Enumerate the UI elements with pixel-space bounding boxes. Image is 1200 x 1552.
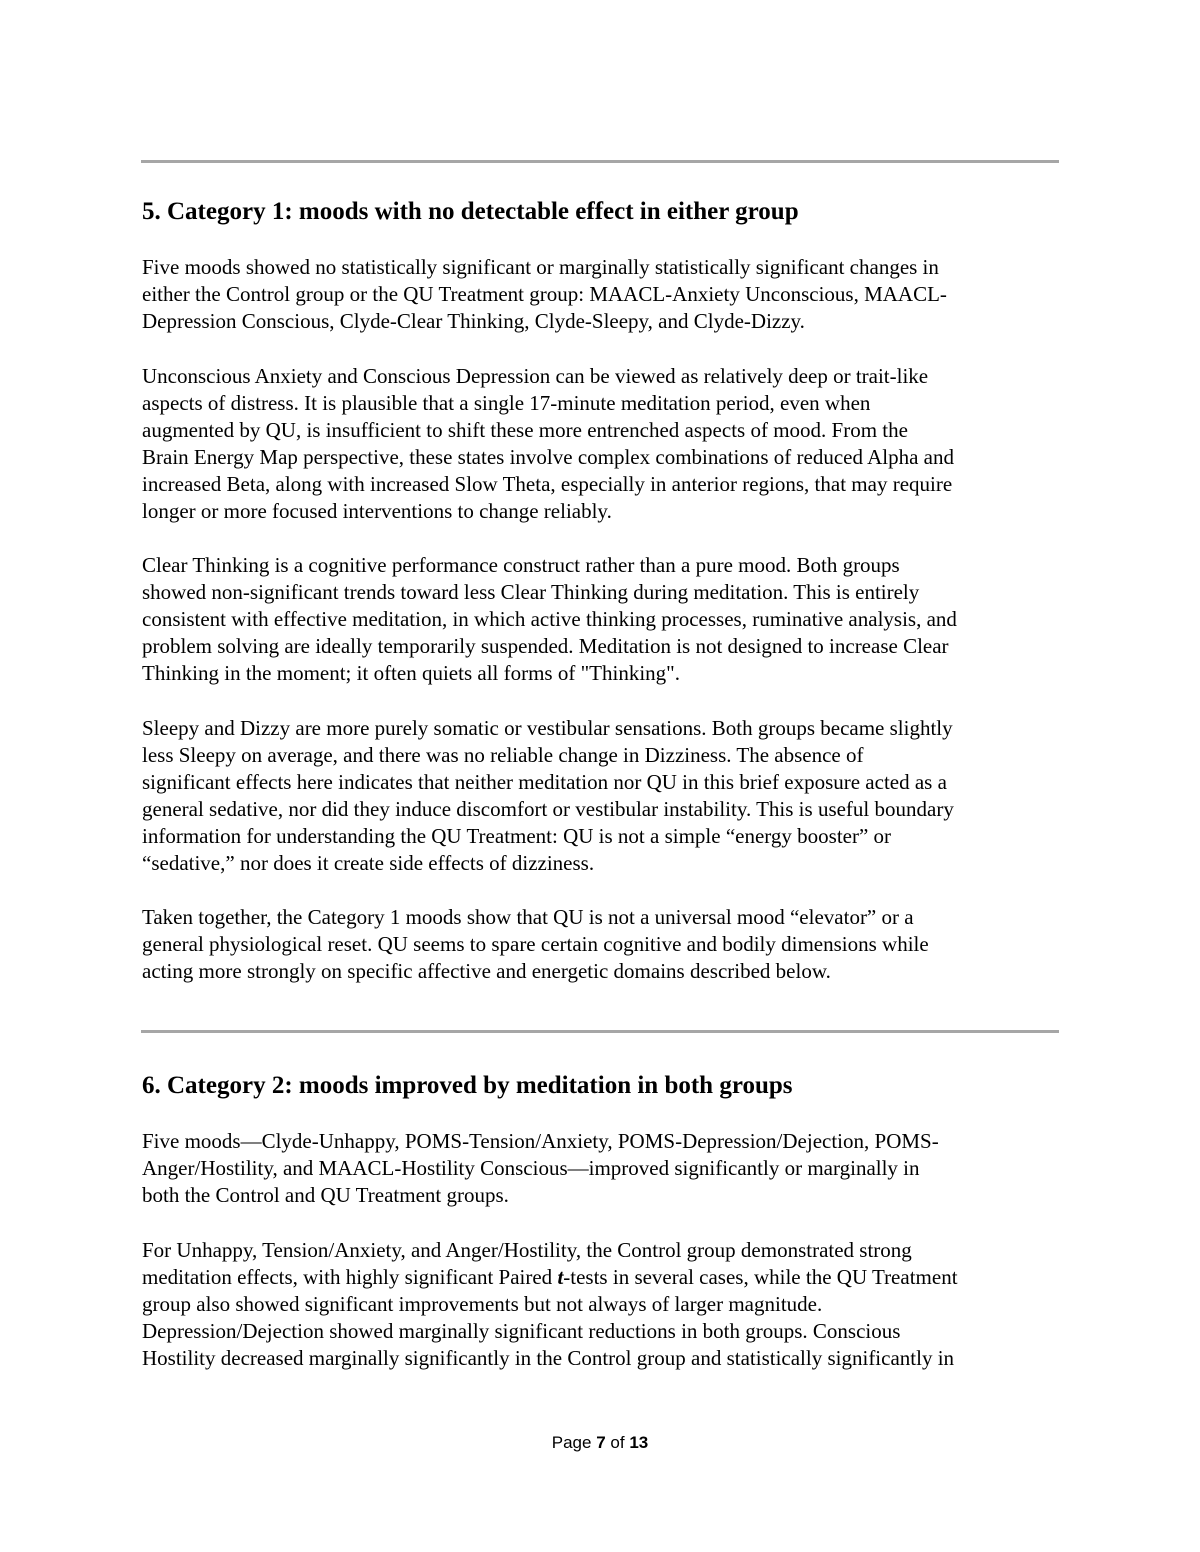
text-line: Taken together, the Category 1 moods show that QU is not a universal mood “elevator” or a xyxy=(142,905,914,929)
text-line: problem solving are ideally temporarily suspended. Meditation is not designed to increase Clear xyxy=(142,634,949,658)
of-label: of xyxy=(610,1433,625,1452)
italic-t: t xyxy=(557,1265,564,1289)
text-line: both the Control and QU Treatment groups. xyxy=(142,1183,509,1207)
text-line: acting more strongly on specific affective and energetic domains described below. xyxy=(142,959,831,983)
text-line: general sedative, nor did they induce discomfort or vestibular instability. This is useful boundary xyxy=(142,797,954,821)
text-line: Five moods—Clyde-Unhappy, POMS-Tension/Anxiety, POMS-Depression/Dejection, POMS- xyxy=(142,1129,939,1153)
page-label: Page xyxy=(551,1433,592,1452)
text-line: Hostility decreased marginally significantly in the Control group and statistically significantly in xyxy=(142,1346,955,1370)
text-line: consistent with effective meditation, in which active thinking processes, ruminative analysis, and xyxy=(142,607,957,631)
paragraph xyxy=(142,1237,958,1372)
paragraph xyxy=(142,1128,939,1209)
total-pages: 13 xyxy=(629,1433,649,1452)
section-5-heading: 5. Category 1: moods with no detectable effect in either group xyxy=(142,198,799,225)
text-line: augmented by QU, is insufficient to shift these more entrenched aspects of mood. From the xyxy=(142,418,908,442)
text-line: increased Beta, along with increased Slow Theta, especially in anterior regions, that may require xyxy=(142,472,953,496)
paragraph xyxy=(142,254,947,335)
text-segment: meditation effects, with highly significant Paired xyxy=(142,1265,558,1289)
text-line: Brain Energy Map perspective, these states involve complex combinations of reduced Alpha and xyxy=(142,445,954,469)
paragraph xyxy=(142,715,954,877)
text-line: Sleepy and Dizzy are more purely somatic or vestibular sensations. Both groups became slightly xyxy=(142,716,953,740)
text-line: Unconscious Anxiety and Conscious Depression can be viewed as relatively deep or trait-like xyxy=(142,364,929,388)
page-number: 7 xyxy=(596,1433,606,1452)
page-footer xyxy=(0,1433,1200,1453)
text-line: group also showed significant improvements but not always of larger magnitude. xyxy=(142,1292,823,1316)
section-divider xyxy=(141,160,1059,163)
text-line: aspects of distress. It is plausible that a single 17-minute meditation period, even when xyxy=(142,391,871,415)
text-segment: -tests in several cases, while the QU Treatment xyxy=(563,1265,958,1289)
text-line: general physiological reset. QU seems to spare certain cognitive and bodily dimensions while xyxy=(142,932,929,956)
text-line: significant effects here indicates that neither meditation nor QU in this brief exposure acted as a xyxy=(142,770,947,794)
text-line: less Sleepy on average, and there was no reliable change in Dizziness. The absence of xyxy=(142,743,864,767)
text-line: Depression/Dejection showed marginally significant reductions in both groups. Conscious xyxy=(142,1319,901,1343)
text-line: longer or more focused interventions to change reliably. xyxy=(142,499,612,523)
paragraph xyxy=(142,904,929,985)
text-line xyxy=(142,1264,958,1291)
text-line: information for understanding the QU Treatment: QU is not a simple “energy booster” or xyxy=(142,824,892,848)
text-line: “sedative,” nor does it create side effects of dizziness. xyxy=(142,851,595,875)
paragraph xyxy=(142,363,954,525)
text-line: Anger/Hostility, and MAACL-Hostility Conscious—improved significantly or marginally in xyxy=(142,1156,920,1180)
paragraph xyxy=(142,552,957,687)
text-line: Depression Conscious, Clyde-Clear Thinking, Clyde-Sleepy, and Clyde-Dizzy. xyxy=(142,309,805,333)
section-divider xyxy=(141,1030,1059,1033)
text-line: Five moods showed no statistically significant or marginally statistically significant changes in xyxy=(142,255,939,279)
text-line: Clear Thinking is a cognitive performance construct rather than a pure mood. Both groups xyxy=(142,553,900,577)
text-line: either the Control group or the QU Treatment group: MAACL-Anxiety Unconscious, MAACL- xyxy=(142,282,947,306)
text-line: Thinking in the moment; it often quiets all forms of "Thinking". xyxy=(142,661,680,685)
text-line: For Unhappy, Tension/Anxiety, and Anger/Hostility, the Control group demonstrated strong xyxy=(142,1238,912,1262)
section-6-heading: 6. Category 2: moods improved by meditation in both groups xyxy=(142,1072,793,1099)
text-line: showed non-significant trends toward less Clear Thinking during meditation. This is entirely xyxy=(142,580,920,604)
